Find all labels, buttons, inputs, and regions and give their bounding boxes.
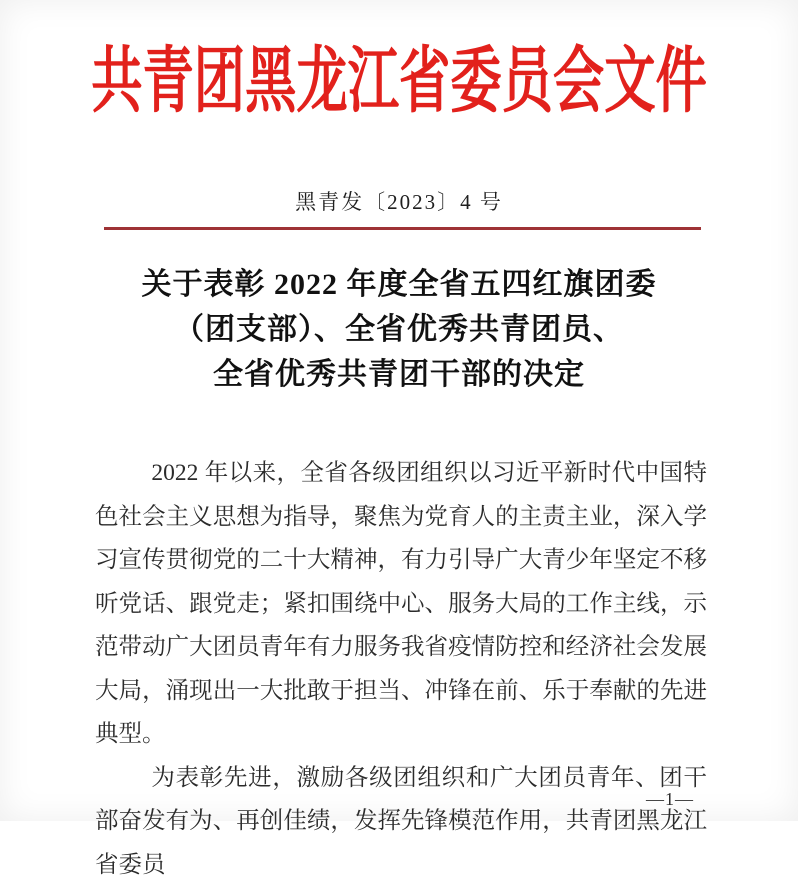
document-title <box>40 262 758 397</box>
document-body <box>95 452 707 887</box>
red-divider-rule <box>104 227 701 230</box>
document-number: 黑青发〔2023〕4 号 <box>0 186 798 216</box>
body-paragraph-1: 2022 年以来，全省各级团组织以习近平新时代中国特色社会主义思想为指导，聚焦为党育人的主责主业，深入学习宣传贯彻党的二十大精神，有力引导广大青少年坚定不移听党话、跟党走；紧扣围绕中心、服务大局的工作主线，示范带动广大团员青年有力服务我省疫情防控和经济社会发展大局，涌现出一大批敢于担当、冲锋在前、乐于奉献的先进典型。 <box>95 452 707 757</box>
document-title-line-2: （团支部）、全省优秀共青团员、 <box>40 307 758 352</box>
page-number: —1— <box>646 789 694 810</box>
body-paragraph-2: 为表彰先进，激励各级团组织和广大团员青年、团干部奋发有为、再创佳绩，发挥先锋模范作用，共青团黑龙江省委员 <box>95 757 707 887</box>
document-title-line-1: 关于表彰 2022 年度全省五四红旗团委 <box>40 262 758 307</box>
letterhead-title: 共青团黑龙江省委员会文件 <box>91 24 707 127</box>
letterhead <box>0 24 798 101</box>
document-title-line-3: 全省优秀共青团干部的决定 <box>40 352 758 397</box>
